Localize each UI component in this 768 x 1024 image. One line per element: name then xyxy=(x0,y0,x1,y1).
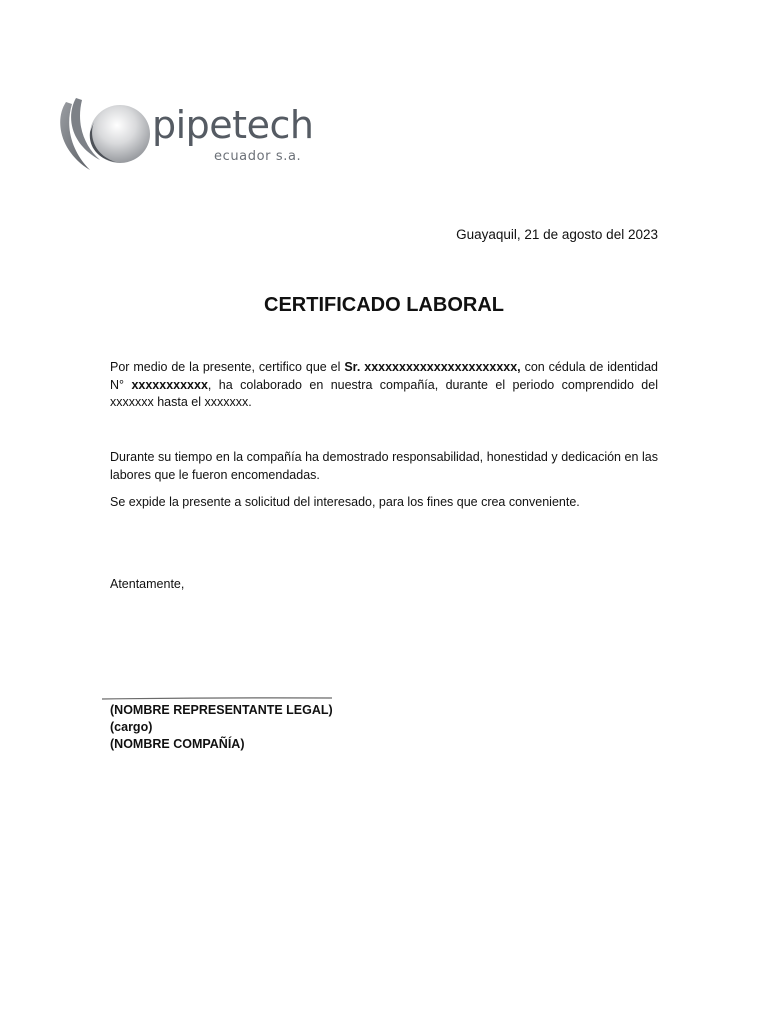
signature-line xyxy=(102,697,332,700)
company-logo xyxy=(56,94,314,176)
id-number-placeholder: xxxxxxxxxxx xyxy=(131,377,208,392)
p1-text-2: con cédula de identidad N° xyxy=(110,360,658,392)
document-date: Guayaquil, 21 de agosto del 2023 xyxy=(456,227,658,242)
p1-text-1: Por medio de la presente, certifico que el xyxy=(110,360,345,374)
signatory-position: (cargo) xyxy=(110,720,153,734)
paragraph-conduct: Durante su tiempo en la compañía ha demostrado responsabilidad, honestidad y dedicación en las labores que le fueron encomendadas. xyxy=(110,450,658,482)
logo-subtitle: ecuador s.a. xyxy=(214,149,302,164)
employee-name-placeholder: Sr. xxxxxxxxxxxxxxxxxxxxxx, xyxy=(344,360,521,374)
swirl-sphere-logo-icon xyxy=(56,94,156,176)
document-title: CERTIFICADO LABORAL xyxy=(264,294,504,316)
signatory-company: (NOMBRE COMPAÑÍA) xyxy=(110,737,245,751)
signatory-name: (NOMBRE REPRESENTANTE LEGAL) xyxy=(110,703,333,717)
paragraph-certification xyxy=(110,359,658,412)
logo-wordmark: pipetech xyxy=(152,103,314,147)
paragraph-issuance: Se expide la presente a solicitud del interesado, para los fines que crea conveniente. xyxy=(110,495,580,509)
signature-block xyxy=(110,702,333,753)
closing-salutation: Atentamente, xyxy=(110,577,185,591)
p1-text-3: , ha colaborado en nuestra compañía, durante el periodo comprendido del xxxxxxx hasta el xxxxxxx. xyxy=(110,377,658,409)
